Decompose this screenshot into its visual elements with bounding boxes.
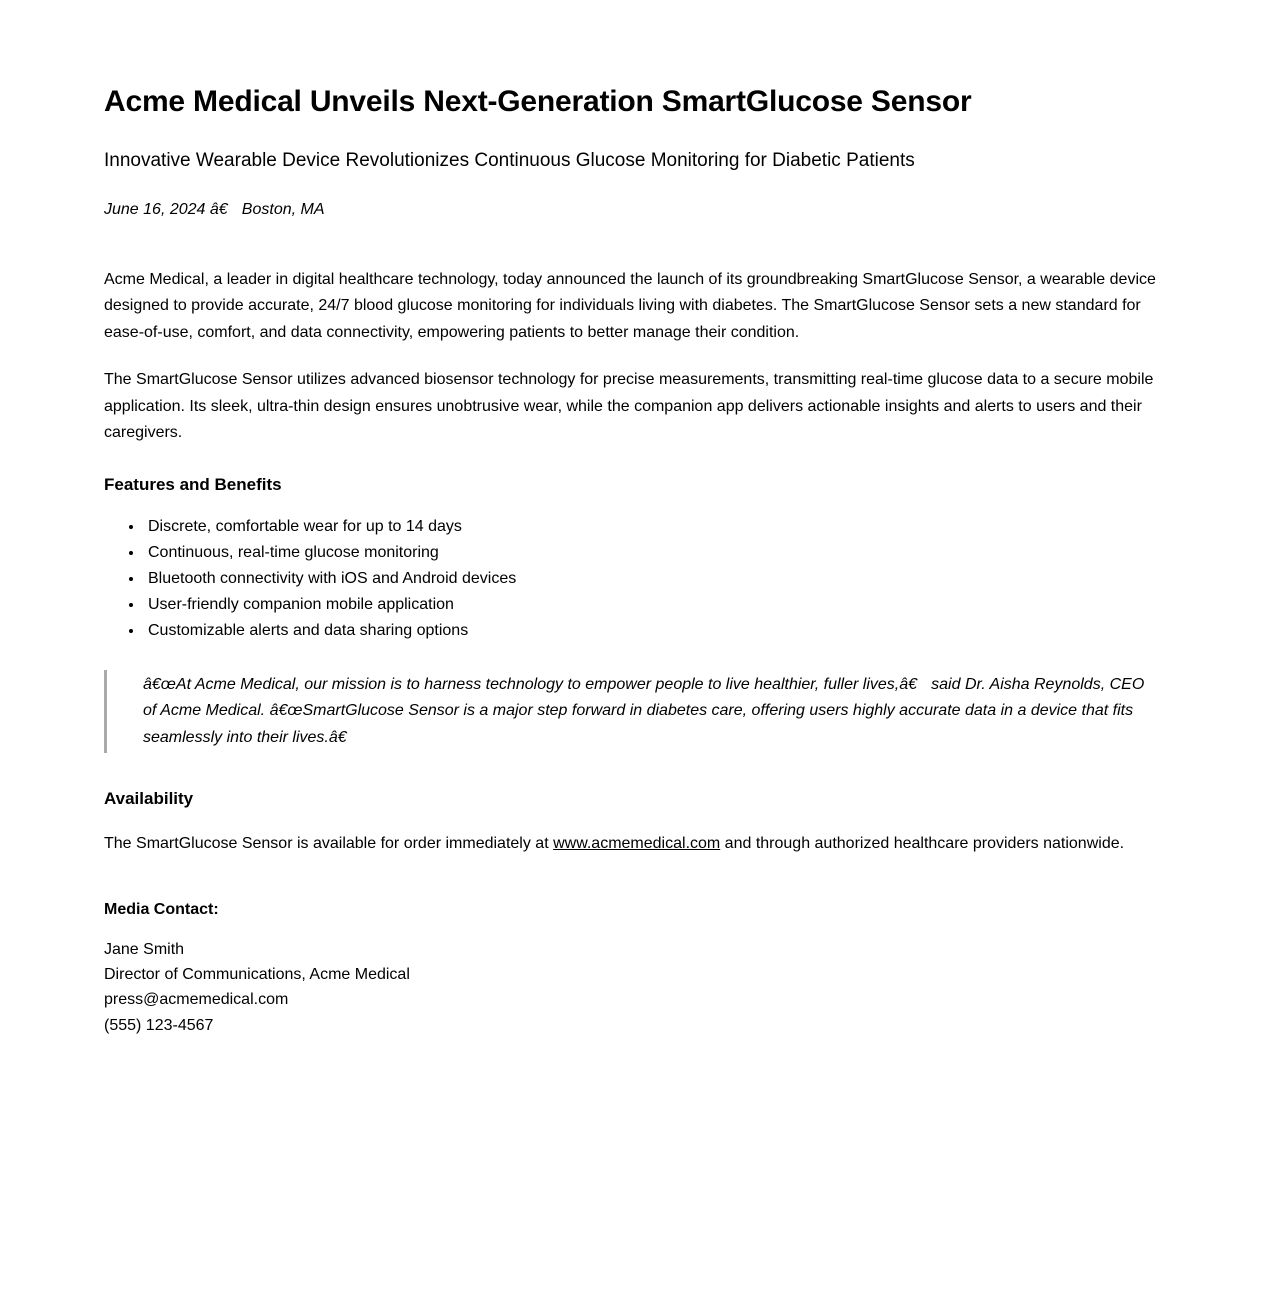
body-paragraph-2: The SmartGlucose Sensor utilizes advanced biosensor technology for precise measurements, transmitting real-time glucose data to a secure mobile application. Its sleek, ultra-thin design ensures unobtrusive wear, while the companion app delivers actionable insights and alerts to users and their caregivers. <box>104 371 1154 441</box>
availability-text <box>104 831 1158 857</box>
body-paragraph-1: Acme Medical, a leader in digital healthcare technology, today announced the launch of its groundbreaking SmartGlucose Sensor, a wearable device designed to provide accurate, 24/7 blood glucose monitoring for individuals living with diabetes. The SmartGlucose Sensor sets a new standard for ease-of-use, comfort, and data connectivity, empowering patients to better manage their condition. <box>104 271 1156 341</box>
contact-phone: (555) 123-4567 <box>104 1016 214 1034</box>
contact-email: press@acmemedical.com <box>104 991 289 1009</box>
contact-role: Director of Communications, Acme Medical <box>104 966 410 984</box>
acmemedical-website-link[interactable]: www.acmemedical.com <box>553 835 721 853</box>
list-item: • User-friendly companion mobile application <box>144 592 1158 618</box>
list-item: • Continuous, real-time glucose monitoring <box>144 540 1158 566</box>
availability-text-after: and through authorized healthcare providers nationwide. <box>720 835 1125 853</box>
availability-heading: Availability <box>104 789 194 809</box>
list-item: • Bluetooth connectivity with iOS and Android devices <box>144 566 1158 592</box>
page-subtitle: Innovative Wearable Device Revolutionizes Continuous Glucose Monitoring for Diabetic Patients <box>104 150 915 171</box>
features-list <box>104 514 1158 644</box>
executive-quote-text: â€œAt Acme Medical, our mission is to harness technology to empower people to live healthier, fuller lives,â€ said Dr. Aisha Reynolds, CEO of Acme Medical. â€œSmartGlucose Sensor is a major step forward in diabetes care, offering users highly accurate data in a device that fits seamlessly into their lives.â€ <box>143 676 1145 746</box>
media-contact-heading: Media Contact: <box>104 900 219 918</box>
list-item: • Customizable alerts and data sharing options <box>144 618 1158 644</box>
contact-name: Jane Smith <box>104 940 185 958</box>
availability-text-before: The SmartGlucose Sensor is available for order immediately at <box>104 835 554 853</box>
page-title: Acme Medical Unveils Next-Generation SmartGlucose Sensor <box>104 85 972 118</box>
executive-quote <box>104 670 1158 753</box>
list-item: • Discrete, comfortable wear for up to 14 days <box>144 514 1158 540</box>
media-contact-block <box>104 937 1158 1038</box>
features-heading: Features and Benefits <box>104 475 282 495</box>
dateline: June 16, 2024 â€ Boston, MA <box>104 200 325 218</box>
